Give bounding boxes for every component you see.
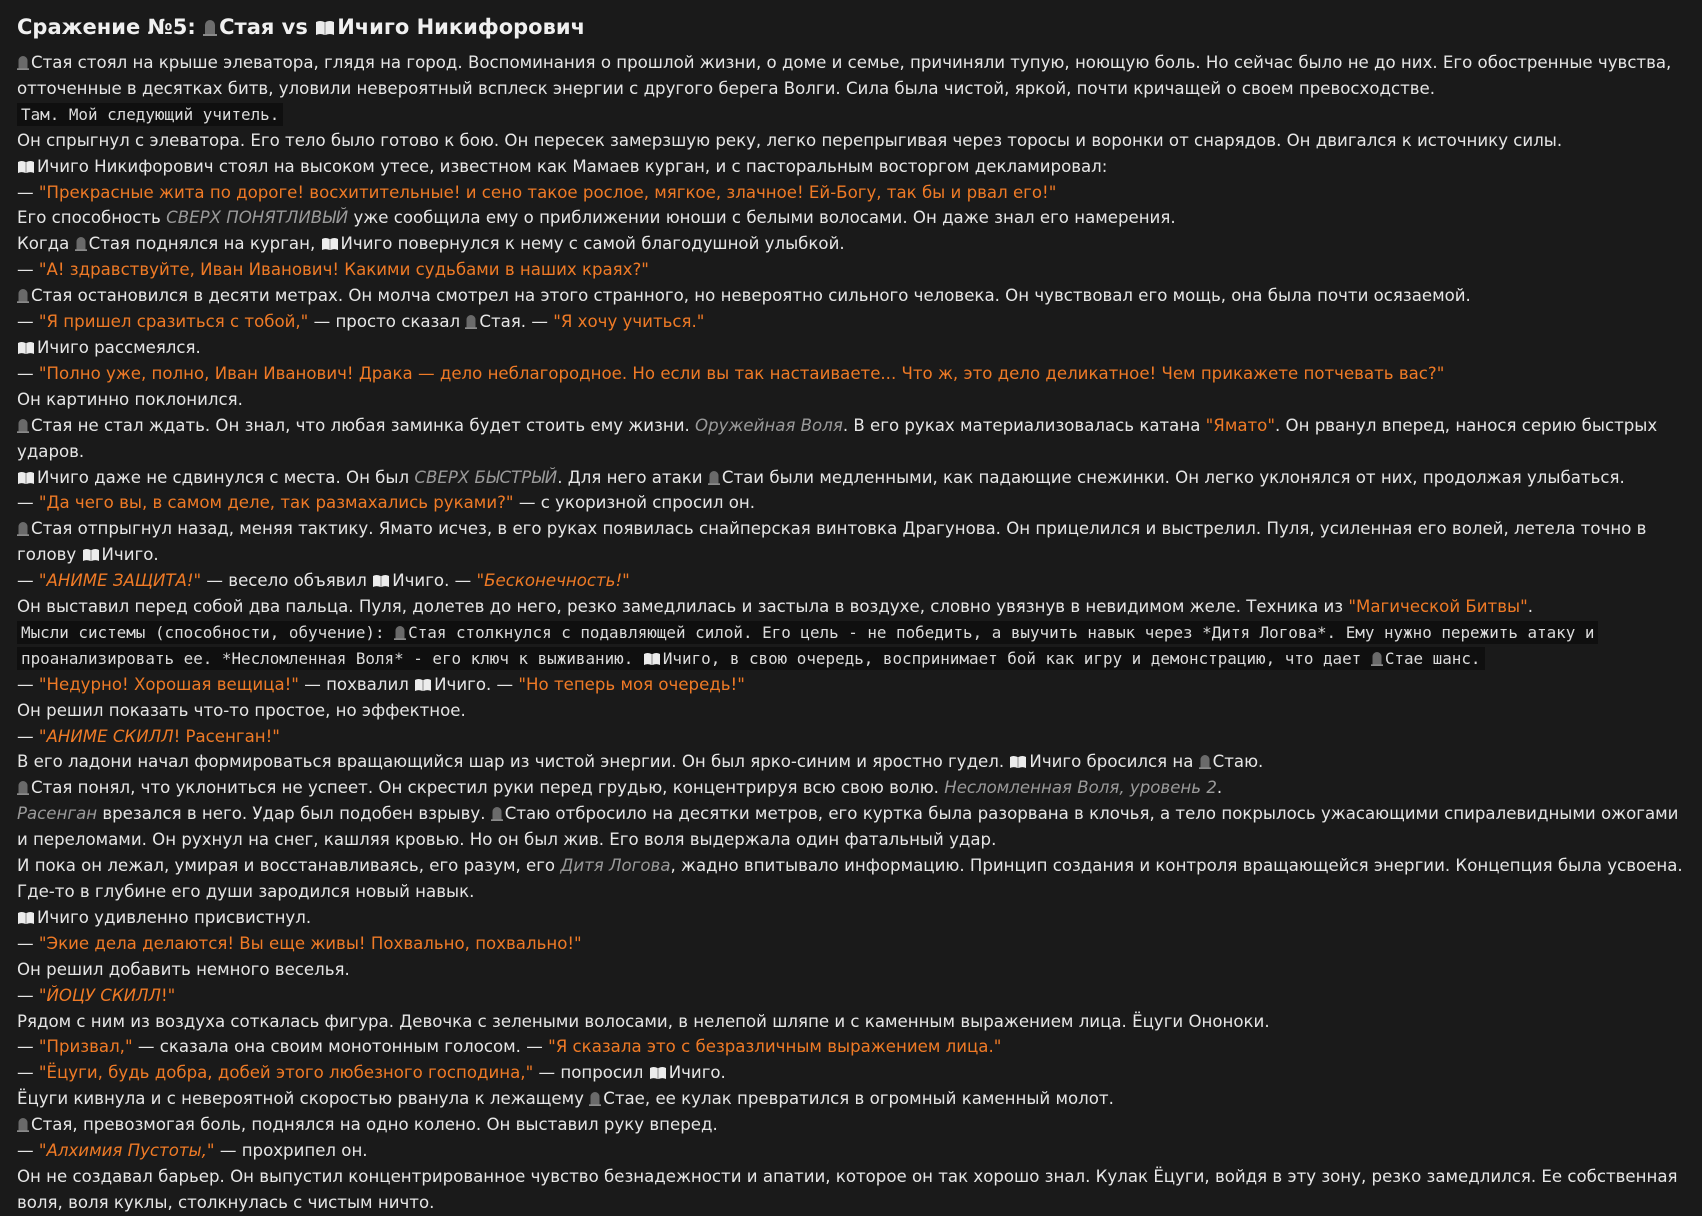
narration-text: Рядом с ним из воздуха соткалась фигура. Девочка с зелеными волосами, в нелепой шляпе и с каменным выражением лица. Ёцуги Ононоки. [17,1011,1270,1031]
paragraph [17,309,1685,335]
narration-text: — [17,182,39,202]
system-thought-block [17,621,1598,670]
narration-text: Ичиго удивленно присвистнул. [37,907,312,927]
open-book-icon [315,20,335,36]
narration-text: Он не создавал барьер. Он выпустил концентрированное чувство безнадежности и апатии, которое он так хорошо знал. Кулак Ёцуги, войдя в эту зону, резко замедлился. Ее собственная воля, воля куклы, столкнулась с чистым ничто. [17,1166,1678,1212]
paragraph [17,1060,1685,1086]
paragraph [17,257,1685,283]
narration-text: Он спрыгнул с элеватора. Его тело было готово к бою. Он пересек замерзшую реку, легко перепрыгивая через торосы и воронки от снарядов. Он двигался к источнику силы. [17,130,1563,150]
code-text: Ичиго, в свою очередь, воспринимает бой как игру и демонстрацию, что дает [662,648,1371,668]
code-text: Там. Мой следующий учитель. [21,104,280,124]
dialogue-quote: ! Расенган!" [173,726,280,746]
paragraph [17,594,1685,620]
open-book-icon [649,1066,667,1080]
narration-text: Ичиго Никифорович стоял на высоком утесе, известном как Мамаев курган, и с пасторальным восторгом декламировал: [37,156,1108,176]
narration-text: — [17,726,39,746]
narration-text: Ичиго. — [434,674,519,694]
narration-text: Его способность [17,208,167,228]
tombstone-icon [491,806,503,821]
open-book-icon [321,237,339,251]
tombstone-icon [17,418,29,433]
narration-text: — похвалил [298,674,415,694]
narration-text: врезался в него. Удар был подобен взрыву. [97,804,491,824]
skill-shout: ЙОЦУ СКИЛЛ [46,985,161,1005]
story-body [17,50,1685,1216]
paragraph [17,620,1685,672]
narration-text: Он решил добавить немного веселья. [17,959,350,979]
paragraph [17,1086,1685,1112]
narration-text: — [17,493,39,513]
system-thought-block [17,103,283,126]
paragraph [17,335,1685,361]
narration-text: — [17,1063,39,1083]
narration-text: — [17,260,39,280]
fighter-b: Ичиго Никифорович [337,15,586,39]
paragraph [17,957,1685,983]
dialogue-quote: "Но теперь моя очередь!" [518,674,745,694]
title-prefix: Сражение №5: [17,15,204,39]
dialogue-quote: "Призвал," [38,1037,133,1057]
dialogue-quote: "Я хочу учиться." [553,312,705,332]
narration-text: — [17,1037,39,1057]
paragraph [17,931,1685,957]
narration-text: Стая поднялся на курган, [88,234,321,254]
code-text: Мысли системы (способности, обучение): [21,622,395,642]
paragraph [17,465,1685,491]
open-book-icon [372,574,390,588]
narration-text: Стая не стал ждать. Он знал, что любая заминка будет стоить ему жизни. [31,415,696,435]
narration-text: — [17,1141,39,1161]
paragraph [17,1009,1685,1035]
dialogue-quote: "Да чего вы, в самом деле, так размахались руками?" [38,493,514,513]
tombstone-icon [589,1091,601,1106]
narration-text: Он картинно поклонился. [17,389,243,409]
paragraph [17,387,1685,413]
narration-text: — попросил [533,1063,649,1083]
tombstone-icon [75,236,87,251]
dialogue-quote: "Я сказала это с безразличным выражением лица." [548,1037,1002,1057]
paragraph [17,775,1685,801]
paragraph [17,1138,1685,1164]
narration-text: — с укоризной спросил он. [513,493,756,513]
dialogue-quote: !" [161,985,176,1005]
narration-text: Ёцуги кивнула и с невероятной скоростью рванула к лежащему [17,1089,590,1109]
tombstone-icon [203,19,217,36]
paragraph [17,283,1685,309]
paragraph [17,231,1685,257]
paragraph [17,154,1685,180]
dialogue-quote: " [38,726,47,746]
ability-name: Оружейная Воля [695,415,843,435]
narration-text: . [1527,597,1534,617]
skill-shout: "Бесконечность!" [476,571,630,591]
narration-text: Стая, превозмогая боль, поднялся на одно колено. Он выставил руку вперед. [31,1115,718,1135]
paragraph [17,102,1685,128]
narration-text: Стая остановился в десяти метрах. Он молча смотрел на этого странного, но невероятно сильного человека. Он чувствовал его мощь, она была почти осязаемой. [31,286,1471,306]
dialogue-quote: "Недурно! Хорошая вещица!" [38,674,299,694]
dialogue-quote: "Экие дела делаются! Вы еще живы! Похвально, похвально!" [38,933,582,953]
open-book-icon [17,471,35,485]
dialogue-quote: "Прекрасные жита по дороге! восхитительные! и сено такое рослое, мягкое, злачное! Ей-Богу, так бы и рвал его!" [38,182,1057,202]
paragraph [17,1164,1685,1216]
narration-text: . В его руках материализовалась катана [842,415,1206,435]
paragraph [17,724,1685,750]
skill-shout: "Алхимия Пустоты," [38,1141,215,1161]
tombstone-icon [394,625,406,640]
narration-text: — прохрипел он. [214,1141,368,1161]
narration-text: . Он рванул вперед, нанося серию быстрых ударов. [17,415,1658,461]
narration-text: Ичиго. [101,545,159,565]
paragraph [17,128,1685,154]
narration-text: Ичиго. [668,1063,726,1083]
paragraph [17,801,1685,853]
narration-text: , жадно впитывало информацию. Принцип создания и контроля вращающейся энергии. Концепция была усвоена. Где-то в глубине его души зародился новый навык. [17,856,1683,901]
narration-text: уже сообщила ему о приближении юноши с белыми волосами. Он даже знал его намерения. [348,208,1176,228]
narration-text: Стая стоял на крыше элеватора, глядя на город. Воспоминания о прошлой жизни, о доме и семье, причиняли тупую, ноющую боль. Но сейчас было не до них. Его обостренные чувства, отточенные в десятках битв, уловили невероятный всплеск энергии с другого берега Волги. Сила была чистой, яркой, почти кричащей о своем превосходстве. [17,53,1672,98]
open-book-icon [17,160,35,174]
open-book-icon [414,678,432,692]
open-book-icon [17,911,35,925]
narration-text: Стая отпрыгнул назад, меняя тактику. Ямато исчез, в его руках появилась снайперская винтовка Драгунова. Он прицелился и выстрелил. Пуля, усиленная его волей, летела точно в голову [17,519,1647,565]
narration-text: — сказала она своим монотонным голосом. — [132,1037,549,1057]
tombstone-icon [17,1117,29,1132]
paragraph [17,853,1685,905]
paragraph [17,1112,1685,1138]
narration-text: — [17,571,39,591]
paragraph [17,698,1685,724]
narration-text: Ичиго повернулся к нему с самой благодушной улыбкой. [340,234,845,254]
narration-text: Стае, ее кулак превратился в огромный каменный молот. [603,1089,1114,1109]
paragraph [17,361,1685,387]
tombstone-icon [17,521,29,536]
dialogue-quote: "Полно уже, полно, Иван Иванович! Драка — дело неблагородное. Но если вы так настаиваете... Что ж, это дело деликатное! Чем прикажете потчевать вас?" [38,363,1445,383]
narration-text: Он решил показать что-то простое, но эффектное. [17,700,466,720]
paragraph [17,413,1685,465]
title-vs: vs [274,15,316,39]
narration-text: Ичиго рассмеялся. [37,337,201,357]
narration-text: — [17,674,39,694]
narration-text: Ичиго бросился на [1029,752,1199,772]
narration-text: — [17,363,39,383]
dialogue-quote: "А! здравствуйте, Иван Иванович! Какими судьбами в наших краях?" [38,260,649,280]
ability-name: Расенган [17,804,98,824]
narration-text: — [17,312,39,332]
tombstone-icon [17,288,29,303]
tombstone-icon [708,470,720,485]
narration-text: — [17,933,39,953]
narration-text: И пока он лежал, умирая и восстанавливаясь, его разум, его [17,856,561,876]
ability-name: Дитя Логова [560,856,671,876]
skill-shout: АНИМЕ СКИЛЛ [46,726,174,746]
narration-text: В его ладони начал формироваться вращающийся шар из чистой энергии. Он был ярко-синим и яростно гудел. [17,752,1010,772]
code-text: Стая столкнулся с подавляющей силой. Его цель - не победить, а выучить навык через *Дитя Логова*. Ему нужно пережить атаку и проанализировать ее. *Несломленная Воля* - его ключ к выживанию. [21,622,1595,668]
paragraph [17,516,1685,568]
open-book-icon [17,341,35,355]
tombstone-icon [1371,651,1383,666]
paragraph [17,749,1685,775]
ability-name: Несломленная Воля, уровень 2 [944,778,1217,798]
page-title [17,12,1685,42]
narration-text: — весело объявил [201,571,373,591]
narration-text: Стаю. [1212,752,1264,772]
ability-name: СВЕРХ БЫСТРЫЙ [414,467,558,487]
narration-text: Стаи были медленными, как падающие снежинки. Он легко уклонялся от них, продолжая улыбаться. [721,467,1625,487]
paragraph [17,983,1685,1009]
open-book-icon [643,652,661,666]
tombstone-icon [17,780,29,795]
ability-name: СВЕРХ ПОНЯТЛИВЫЙ [166,208,349,228]
dialogue-quote: "Я пришел сразиться с тобой," [38,312,309,332]
narration-text: . Для него атаки [557,467,708,487]
narration-text: Ичиго. — [392,571,477,591]
dialogue-quote: " [38,985,47,1005]
paragraph [17,490,1685,516]
narration-text: — просто сказал [308,312,466,332]
tombstone-icon [17,55,29,70]
open-book-icon [1009,755,1027,769]
skill-shout: "АНИМЕ ЗАЩИТА!" [38,571,202,591]
code-text: Стае шанс. [1384,648,1481,668]
dialogue-quote: "Ёцуги, будь добра, добей этого любезного господина," [38,1063,534,1083]
narration-text: — [17,985,39,1005]
tombstone-icon [465,314,477,329]
narration-text: Ичиго даже не сдвинулся с места. Он был [37,467,415,487]
paragraph [17,50,1685,102]
narration-text: Стаю отбросило на десятки метров, его куртка была разорвана в клочья, а тело покрылось ужасающими спиралевидными ожогами и переломами. Он рухнул на снег, кашляя кровью. Но он был жив. Его воля выдержала один фатальный удар. [17,804,1679,850]
narration-text: . [1216,778,1223,798]
fighter-a: Стая [219,15,275,39]
dialogue-quote: "Ямато" [1205,415,1275,435]
narration-text: Он выставил перед собой два пальца. Пуля, долетев до него, резко замедлилась и застыла в воздухе, словно увязнув в невидимом желе. Техника из [17,597,1349,617]
paragraph [17,905,1685,931]
narration-text: Стая. — [479,312,554,332]
tombstone-icon [1199,754,1211,769]
open-book-icon [82,548,100,562]
narration-text: Стая понял, что уклониться не успеет. Он скрестил руки перед грудью, концентрируя всю свою волю. [31,778,945,798]
dialogue-quote: "Магической Битвы" [1348,597,1528,617]
paragraph [17,672,1685,698]
paragraph [17,205,1685,231]
paragraph [17,568,1685,594]
paragraph [17,1034,1685,1060]
narration-text: Когда [17,234,75,254]
paragraph [17,180,1685,206]
